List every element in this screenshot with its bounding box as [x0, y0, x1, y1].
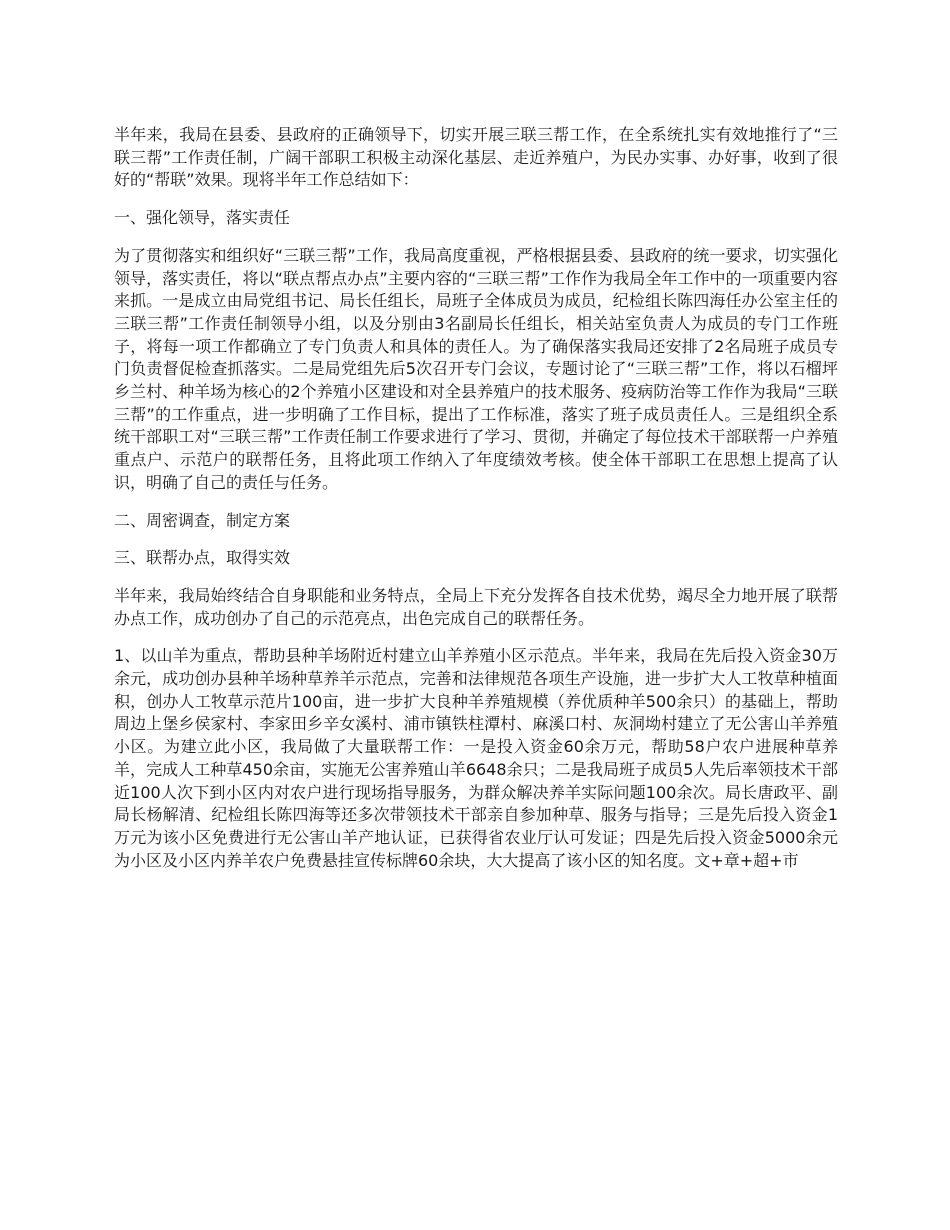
document-body — [114, 124, 838, 887]
section-3-paragraph: 半年来，我局始终结合自身职能和业务特点，全局上下充分发挥各自技术优势，竭尽全力地开展了联帮办点工作，成功创办了自己的示范亮点，出色完成自己的联帮任务。 — [114, 585, 838, 628]
intro-paragraph: 半年来，我局在县委、县政府的正确领导下，切实开展三联三帮工作，在全系统扎实有效地推行了“三联三帮”工作责任制，广阔干部职工积极主动深化基层、走近养殖户，为民办实事、办好事，收到了很好的“帮联”效果。现将半年工作总结如下： — [114, 125, 838, 190]
section-3-heading: 三、联帮办点，取得实效 — [114, 548, 291, 568]
section-2-heading: 二、周密调查，制定方案 — [114, 510, 291, 530]
item-1-paragraph: 1、以山羊为重点，帮助县种羊场附近村建立山羊养殖小区示范点。半年来，我局在先后投入资金30万余元，成功创办县种羊场种草养羊示范点，完善和法律规范各项生产设施，进一步扩大人工牧草种植面积，创办人工牧草示范片100亩，进一步扩大良种羊养殖规模（养优质种羊500余只）的基础上，帮助周边上堡乡侯家村、李家田乡辛女溪村、浦市镇铁柱潭村、麻溪口村、灰洞坳村建立了无公害山羊养殖小区。为建立此小区，我局做了大量联帮工作：一是投入资金60余万元，帮助58户农户进展种草养羊，完成人工种草450余亩，实施无公害养殖山羊6648余只；二是我局班子成员5人先后率领技术干部近100人次下到小区内对农户进行现场指导服务，为群众解决养羊实际问题100余次。局长唐政平、副局长杨解清、纪检组长陈四海等还多次带领技术干部亲自参加种草、服务与指导；三是先后投入资金1万元为该小区免费进行无公害山羊产地认证，已获得省农业厅认可发证；四是先后投入资金5000余元为小区及小区内养羊农户免费悬挂宣传标牌60余块，大大提高了该小区的知名度。文+章+超+市 — [114, 646, 838, 870]
section-1-paragraph: 为了贯彻落实和组织好“三联三帮”工作，我局高度重视，严格根据县委、县政府的统一要求，切实强化领导，落实责任，将以“联点帮点办点”主要内容的“三联三帮”工作作为我局全年工作中的一项重要内容来抓。一是成立由局党组书记、局长任组长，局班子全体成员为成员，纪检组长陈四海任办公室主任的三联三帮”工作责任制领导小组，以及分别由3名副局长任组长，相关站室负责人为成员的专门工作班子，将每一项工作都确立了专门负责人和具体的责任人。为了确保落实我局还安排了2名局班子成员专门负责督促检查抓落实。二是局党组先后5次召开专门会议，专题讨论了“三联三帮”工作，将以石榴坪乡兰村、种羊场为核心的2个养殖小区建设和对全县养殖户的技术服务、疫病防治等工作作为我局“三联三帮”的工作重点，进一步明确了工作目标，提出了工作标准，落实了班子成员责任人。三是组织全系统干部职工对“三联三帮”工作责任制工作要求进行了学习、贯彻，并确定了每位技术干部联帮一户养殖重点户、示范户的联帮任务，且将此项工作纳入了年度绩效考核。使全体干部职工在思想上提高了认识，明确了自己的责任与任务。 — [114, 245, 838, 492]
section-1-heading: 一、强化领导，落实责任 — [114, 208, 291, 228]
